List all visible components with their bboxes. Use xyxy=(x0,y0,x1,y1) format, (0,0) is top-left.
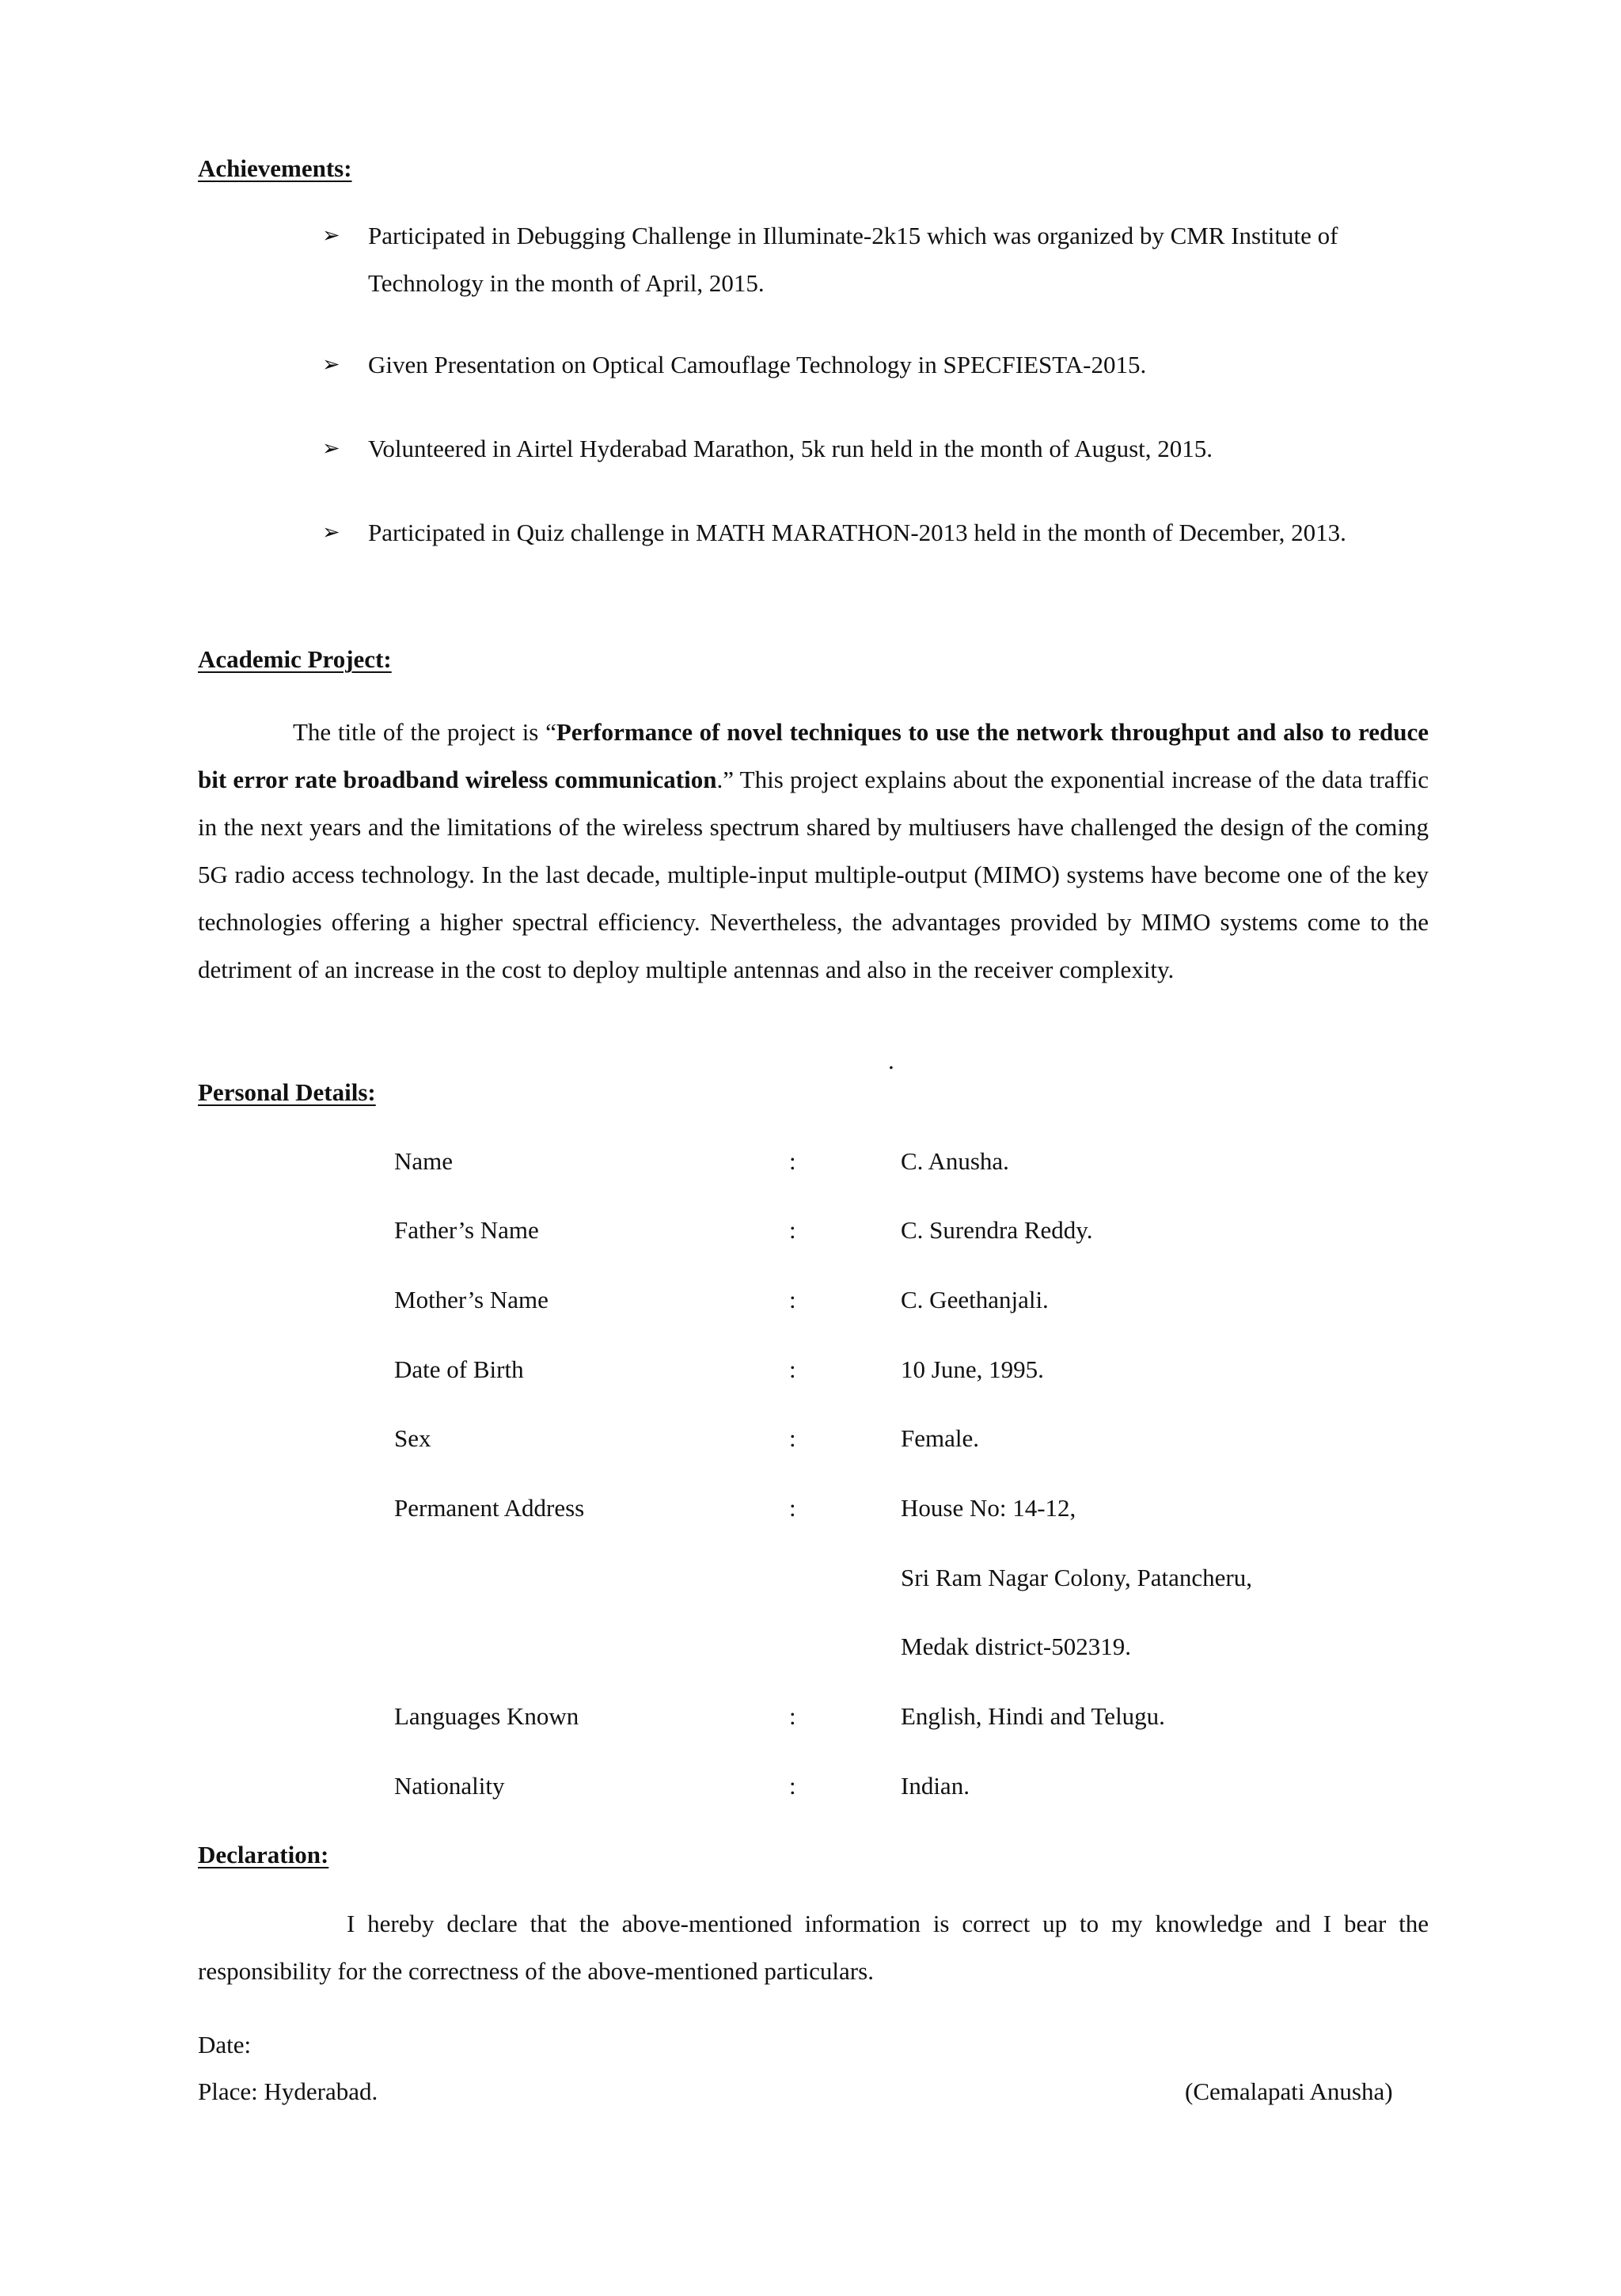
declaration-heading: Declaration: xyxy=(198,1841,329,1868)
achievements-heading: Achievements: xyxy=(198,154,352,182)
detail-label: Date of Birth xyxy=(394,1355,524,1383)
declaration-statement: I hereby declare that the above-mentioned information is correct up to my knowledge and I bear the responsibility for the correctness of the above-mentioned particulars. xyxy=(198,1910,1429,1985)
detail-value: C. Anusha. xyxy=(901,1147,1009,1175)
detail-separator: : xyxy=(789,1424,796,1452)
project-body: This project explains about the exponential increase of the data traffic in the next years and the limitations of the wireless spectrum shared by multiusers have challenged the design of the coming 5G radio access technology. In the last decade, multiple-input multiple-output (MIMO) systems have become one of the key technologies offering a higher spectral efficiency. Nevertheless, the advantages provided by MIMO systems come to the detriment of an increase in the cost to deploy multiple antennas and also in the receiver complexity. xyxy=(198,766,1429,983)
detail-value: Sri Ram Nagar Colony, Patancheru, xyxy=(901,1564,1252,1591)
stray-dot: . xyxy=(888,1047,894,1074)
project-title: Performance of novel techniques to use the network throughput and also to reduce bit error rate broadband wireless communication xyxy=(198,718,1429,793)
detail-label: Permanent Address xyxy=(394,1494,585,1522)
detail-value: Medak district-502319. xyxy=(901,1633,1132,1660)
detail-value: English, Hindi and Telugu. xyxy=(901,1702,1165,1730)
detail-separator: : xyxy=(789,1216,796,1244)
detail-separator: : xyxy=(789,1355,796,1383)
project-title-close: .” xyxy=(716,766,734,793)
detail-separator: : xyxy=(789,1702,796,1730)
detail-separator: : xyxy=(789,1772,796,1800)
project-description xyxy=(198,709,1429,994)
academic-project-heading: Academic Project: xyxy=(198,645,392,673)
achievement-item: Given Presentation on Optical Camouflage Technology in SPECFIESTA-2015. xyxy=(368,351,1147,378)
declaration-text xyxy=(198,1900,1429,1995)
arrow-bullet-icon: ➢ xyxy=(322,436,340,461)
arrow-bullet-icon: ➢ xyxy=(322,223,340,248)
detail-label: Languages Known xyxy=(394,1702,579,1730)
detail-value: Indian. xyxy=(901,1772,970,1800)
achievement-item: Participated in Quiz challenge in MATH MARATHON-2013 held in the month of December, 2013. xyxy=(368,519,1346,546)
detail-value: C. Geethanjali. xyxy=(901,1286,1049,1313)
detail-label: Nationality xyxy=(394,1772,505,1800)
arrow-bullet-icon: ➢ xyxy=(322,352,340,377)
detail-value: Female. xyxy=(901,1424,979,1452)
signature-name: (Cemalapati Anusha) xyxy=(1185,2077,1393,2105)
achievement-item: Participated in Debugging Challenge in Illuminate-2k15 which was organized by CMR Institute of Technology in the month of April, 2015. xyxy=(368,222,1338,297)
project-intro: The title of the project is “ xyxy=(293,718,556,746)
date-label: Date: xyxy=(198,2031,252,2058)
detail-separator: : xyxy=(789,1494,796,1522)
place-label: Place: Hyderabad. xyxy=(198,2077,378,2105)
personal-details-heading: Personal Details: xyxy=(198,1078,376,1106)
detail-label: Name xyxy=(394,1147,454,1175)
detail-label: Mother’s Name xyxy=(394,1286,549,1313)
detail-value: 10 June, 1995. xyxy=(901,1355,1044,1383)
detail-value: House No: 14-12, xyxy=(901,1494,1076,1522)
detail-value: C. Surendra Reddy. xyxy=(901,1216,1093,1244)
detail-label: Father’s Name xyxy=(394,1216,539,1244)
detail-label: Sex xyxy=(394,1424,431,1452)
arrow-bullet-icon: ➢ xyxy=(322,520,340,545)
achievement-item: Volunteered in Airtel Hyderabad Marathon, 5k run held in the month of August, 2015. xyxy=(368,435,1213,462)
detail-separator: : xyxy=(789,1147,796,1175)
detail-separator: : xyxy=(789,1286,796,1313)
